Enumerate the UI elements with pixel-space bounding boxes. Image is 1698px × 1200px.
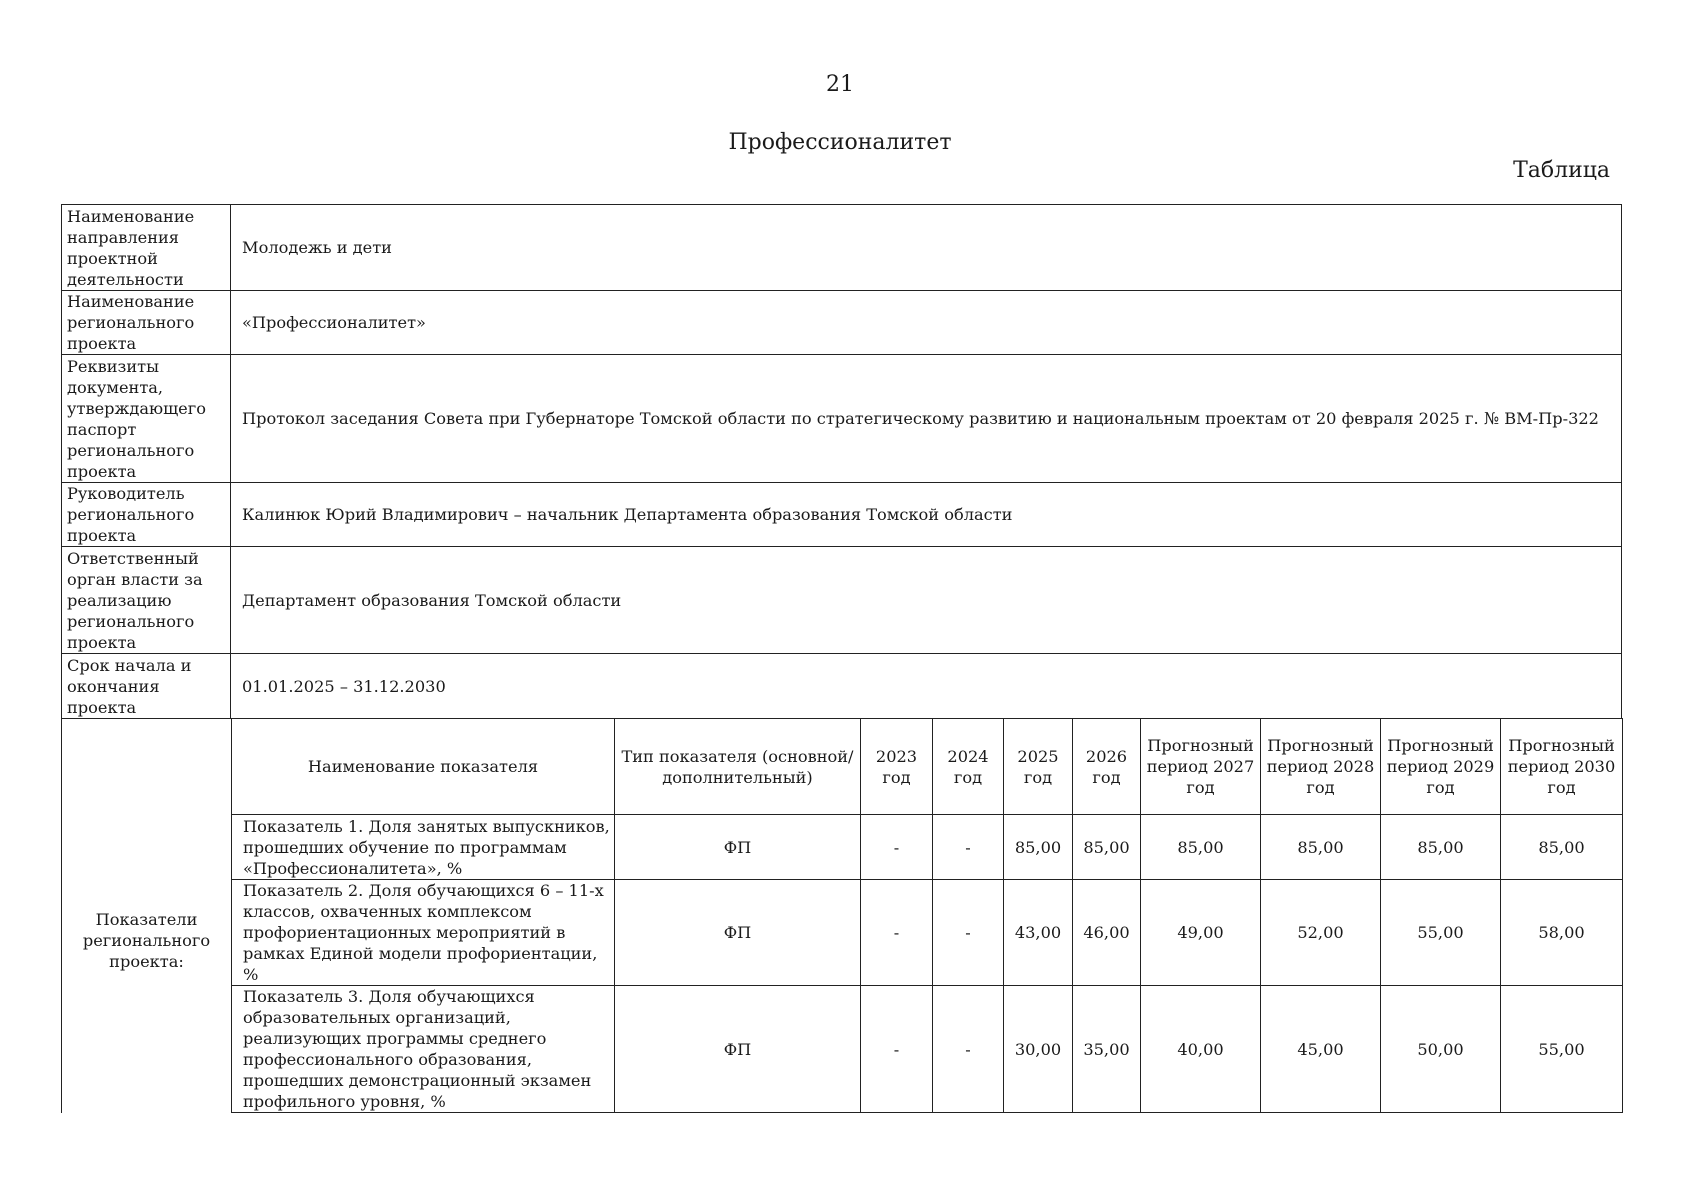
indicator-row-1	[62, 815, 1623, 880]
indicator-name: Показатель 1. Доля занятых выпускников, прошедших обучение по программам «Профессионалитета», %	[232, 815, 615, 880]
value-2027: 40,00	[1141, 986, 1261, 1113]
indicators-table	[61, 718, 1623, 1113]
value-2030: 85,00	[1501, 815, 1623, 880]
value-2024: -	[933, 880, 1004, 986]
value-2025: 30,00	[1004, 986, 1073, 1113]
value-2023: -	[861, 815, 933, 880]
value-2024: -	[933, 815, 1004, 880]
header-forecast-2029: Прогнозный период 2029 год	[1381, 719, 1501, 815]
row-value: «Профессионалитет»	[231, 291, 1622, 355]
row-label: Руководитель регионального проекта	[62, 483, 231, 547]
info-row-manager	[62, 483, 1622, 547]
value-2030: 55,00	[1501, 986, 1623, 1113]
table-label: Таблица	[1513, 158, 1610, 183]
value-2026: 85,00	[1073, 815, 1141, 880]
indicator-name: Показатель 2. Доля обучающихся 6 – 11-х классов, охваченных комплексом профориентационных мероприятий в рамках Единой модели профориентации, %	[232, 880, 615, 986]
header-indicator-type: Тип показателя (основной/дополнительный)	[615, 719, 861, 815]
value-2025: 43,00	[1004, 880, 1073, 986]
indicators-section-label: Показатели регионального проекта:	[62, 719, 232, 1113]
row-label: Наименование направления проектной деятельности	[62, 205, 231, 291]
value-2028: 45,00	[1261, 986, 1381, 1113]
row-label: Ответственный орган власти за реализацию регионального проекта	[62, 547, 231, 654]
value-2028: 85,00	[1261, 815, 1381, 880]
info-row-document	[62, 355, 1622, 483]
indicator-row-2	[62, 880, 1623, 986]
header-indicator-name: Наименование показателя	[232, 719, 615, 815]
value-2028: 52,00	[1261, 880, 1381, 986]
row-value: Протокол заседания Совета при Губернаторе Томской области по стратегическому развитию и национальным проектам от 20 февраля 2025 г. № ВМ-Пр-322	[231, 355, 1622, 483]
header-year-2024: 2024 год	[933, 719, 1004, 815]
indicators-header-row	[62, 719, 1623, 815]
info-row-project-name	[62, 291, 1622, 355]
page-number: 21	[826, 72, 854, 97]
header-forecast-2030: Прогнозный период 2030 год	[1501, 719, 1623, 815]
value-2025: 85,00	[1004, 815, 1073, 880]
row-value: Молодежь и дети	[231, 205, 1622, 291]
info-row-direction	[62, 205, 1622, 291]
indicator-row-3	[62, 986, 1623, 1113]
value-2027: 49,00	[1141, 880, 1261, 986]
indicator-type: ФП	[615, 986, 861, 1113]
row-value: Департамент образования Томской области	[231, 547, 1622, 654]
value-2024: -	[933, 986, 1004, 1113]
row-value: Калинюк Юрий Владимирович – начальник Департамента образования Томской области	[231, 483, 1622, 547]
header-year-2025: 2025 год	[1004, 719, 1073, 815]
info-row-period	[62, 654, 1622, 719]
indicator-name: Показатель 3. Доля обучающихся образовательных организаций, реализующих программы среднего профессионального образования, прошедших демонстрационный экзамен профильного уровня, %	[232, 986, 615, 1113]
header-year-2026: 2026 год	[1073, 719, 1141, 815]
header-year-2023: 2023 год	[861, 719, 933, 815]
row-label: Срок начала и окончания проекта	[62, 654, 231, 719]
value-2023: -	[861, 986, 933, 1113]
value-2029: 55,00	[1381, 880, 1501, 986]
row-label: Наименование регионального проекта	[62, 291, 231, 355]
header-forecast-2028: Прогнозный период 2028 год	[1261, 719, 1381, 815]
value-2030: 58,00	[1501, 880, 1623, 986]
indicator-type: ФП	[615, 815, 861, 880]
value-2026: 46,00	[1073, 880, 1141, 986]
value-2027: 85,00	[1141, 815, 1261, 880]
row-label: Реквизиты документа, утверждающего паспорт регионального проекта	[62, 355, 231, 483]
row-value: 01.01.2025 – 31.12.2030	[231, 654, 1622, 719]
value-2023: -	[861, 880, 933, 986]
value-2029: 85,00	[1381, 815, 1501, 880]
indicator-type: ФП	[615, 880, 861, 986]
info-row-authority	[62, 547, 1622, 654]
value-2026: 35,00	[1073, 986, 1141, 1113]
project-info-table	[61, 204, 1622, 719]
header-forecast-2027: Прогнозный период 2027 год	[1141, 719, 1261, 815]
page-title: Профессионалитет	[728, 130, 952, 155]
value-2029: 50,00	[1381, 986, 1501, 1113]
